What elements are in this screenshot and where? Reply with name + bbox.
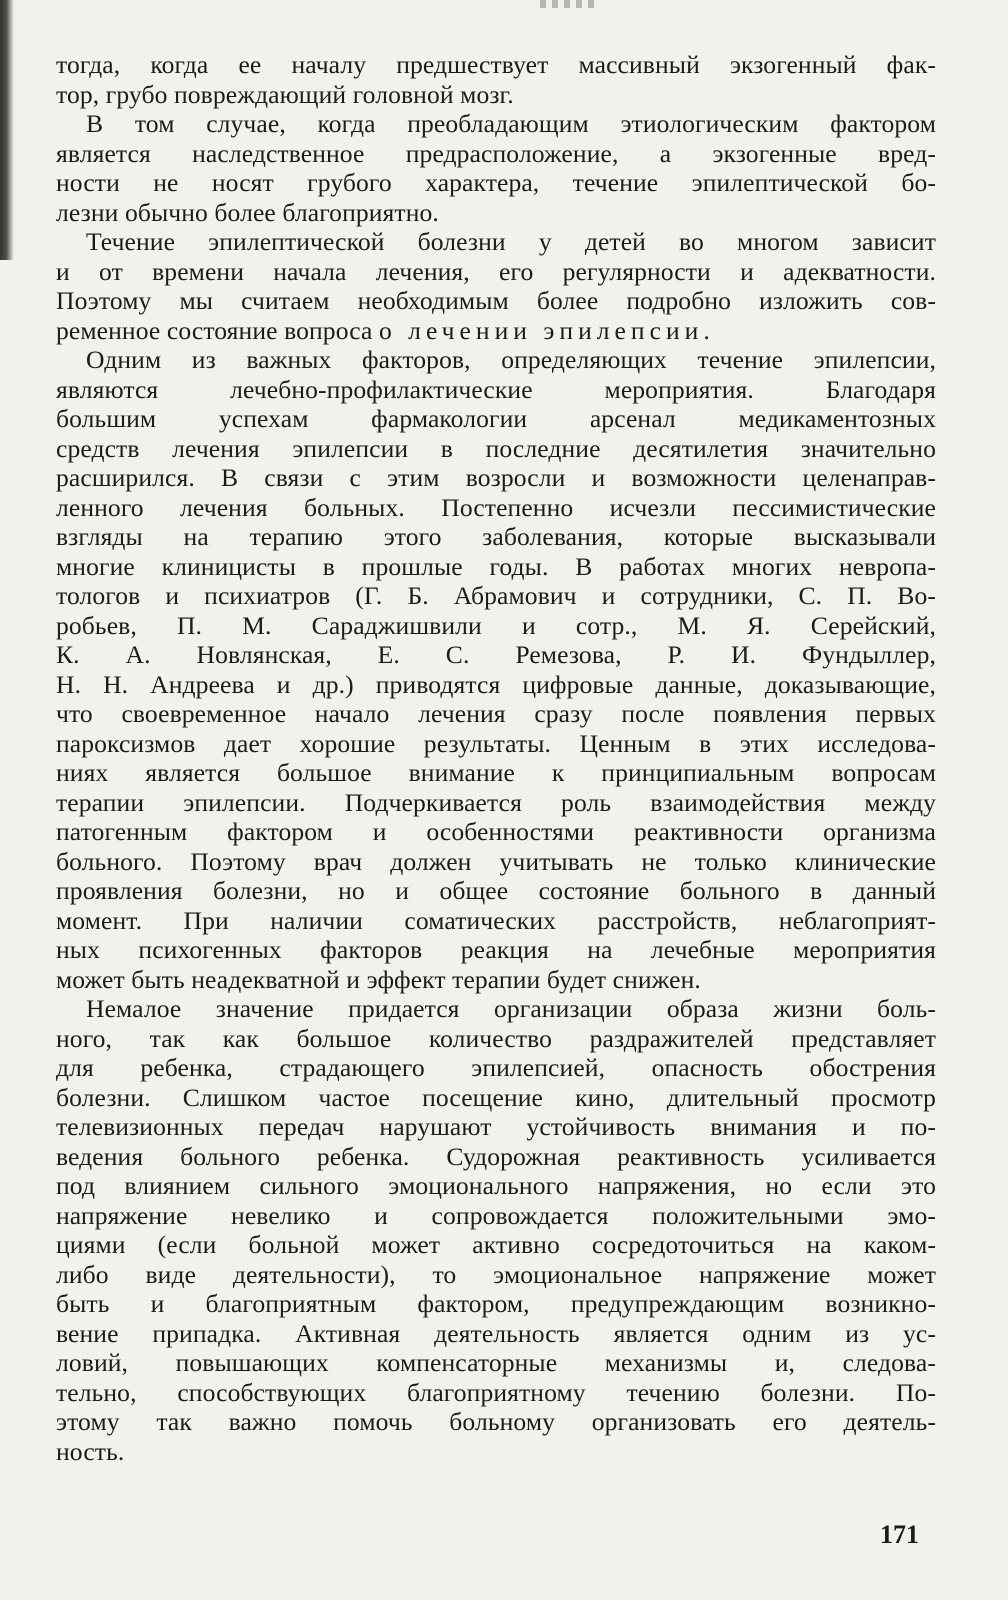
text-line: лезни обычно более благоприятно. <box>56 197 439 227</box>
text-line: взгляды на терапию этого заболевания, которые высказывали <box>56 522 936 551</box>
text-line: под влиянием сильного эмоционального напряжения, но если это <box>56 1171 936 1200</box>
text-line: циями (если больной может активно сосредоточиться на каком- <box>56 1230 936 1259</box>
text-line: Одним из важных факторов, определяющих течение эпилепсии, <box>86 345 936 374</box>
text-line: напряжение невелико и сопровождается положительными эмо- <box>56 1200 936 1230</box>
text-line: Поэтому мы считаем необходимым более подробно изложить сов- <box>56 286 936 315</box>
print-artifact <box>540 0 600 8</box>
text-line: многие клиницисты в прошлые годы. В работах многих невропа- <box>56 551 936 581</box>
text-line: патогенным фактором и особенностями реактивности организма <box>56 817 936 846</box>
text-line: тологов и психиатров (Г. Б. Абрамович и сотрудники, С. П. Во- <box>56 581 936 610</box>
text-line: может быть неадекватной и эффект терапии будет снижен. <box>56 964 701 994</box>
text-line: для ребенка, страдающего эпилепсией, опасность обострения <box>56 1053 936 1082</box>
text-line: тор, грубо повреждающий головной мозг. <box>56 79 514 109</box>
text-line: болезни. Слишком частое посещение кино, длительный просмотр <box>56 1082 936 1112</box>
text-line: являются лечебно-профилактические мероприятия. Благодаря <box>56 374 936 404</box>
text-line: является наследственное предрасположение, а экзогенные вред- <box>56 138 936 168</box>
text-line: В том случае, когда преобладающим этиологическим фактором <box>86 109 936 138</box>
page-number: 171 <box>880 1520 919 1549</box>
text-line: быть и благоприятным фактором, предупреждающим возникно- <box>56 1289 936 1318</box>
text-line: ности не носят грубого характера, течение эпилептической бо- <box>56 168 936 197</box>
text-fragment: . <box>703 315 710 345</box>
text-line <box>56 316 936 346</box>
binding-shadow <box>0 0 14 260</box>
text-line: этому так важно помочь больному организовать его деятель- <box>56 1407 936 1436</box>
text-line: терапии эпилепсии. Подчеркивается роль взаимодействия между <box>56 787 936 817</box>
text-line: ность. <box>56 1436 125 1466</box>
text-line: большим успехам фармакологии арсенал медикаментозных <box>56 404 936 433</box>
text-line: ного, так как большое количество раздражителей представляет <box>56 1023 936 1053</box>
text-line: тогда, когда ее началу предшествует массивный экзогенный фак- <box>56 50 936 79</box>
text-line: момент. При наличии соматических расстройств, неблагоприят- <box>56 905 936 935</box>
text-line: что своевременное начало лечения сразу после появления первых <box>56 699 936 728</box>
text-line: ниях является большое внимание к принципиальным вопросам <box>56 758 936 787</box>
text-line: либо виде деятельности), то эмоциональное напряжение может <box>56 1259 936 1289</box>
text-line: пароксизмов дает хорошие результаты. Ценным в этих исследова- <box>56 728 936 758</box>
text-line: Течение эпилептической болезни у детей во многом зависит <box>86 227 936 256</box>
text-line: Н. Н. Андреева и др.) приводятся цифровые данные, доказывающие, <box>56 669 936 699</box>
text-line: телевизионных передач нарушают устойчивость внимания и по- <box>56 1112 936 1141</box>
text-line: и от времени начала лечения, его регулярности и адекватности. <box>56 256 936 286</box>
text-line: расширился. В связи с этим возросли и возможности целенаправ- <box>56 463 936 492</box>
text-line: ных психогенных факторов реакция на лечебные мероприятия <box>56 935 936 964</box>
text-line: Немалое значение придается организации образа жизни боль- <box>86 994 936 1023</box>
text-line: ловий, повышающих компенсаторные механизмы и, следова- <box>56 1348 936 1377</box>
text-line: ведения больного ребенка. Судорожная реактивность усиливается <box>56 1141 936 1171</box>
text-line: тельно, способствующих благоприятному течению болезни. По- <box>56 1377 936 1407</box>
text-line: вение припадка. Активная деятельность является одним из ус- <box>56 1318 936 1348</box>
text-line: ленного лечения больных. Постепенно исчезли пессимистические <box>56 492 936 522</box>
page-body <box>56 50 936 1466</box>
spaced-emphasis: о лечении эпилепсии <box>378 315 704 345</box>
text-line: средств лечения эпилепсии в последние десятилетия значительно <box>56 433 936 463</box>
text-line: больного. Поэтому врач должен учитывать не только клинические <box>56 846 936 876</box>
text-fragment: ременное состояние вопроса <box>56 315 379 345</box>
text-line: К. А. Новлянская, Е. С. Ремезова, Р. И. Фундыллер, <box>56 640 936 669</box>
text-line: робьев, П. М. Сараджишвили и сотр., М. Я. Серейский, <box>56 610 936 640</box>
text-line: проявления болезни, но и общее состояние больного в данный <box>56 876 936 905</box>
